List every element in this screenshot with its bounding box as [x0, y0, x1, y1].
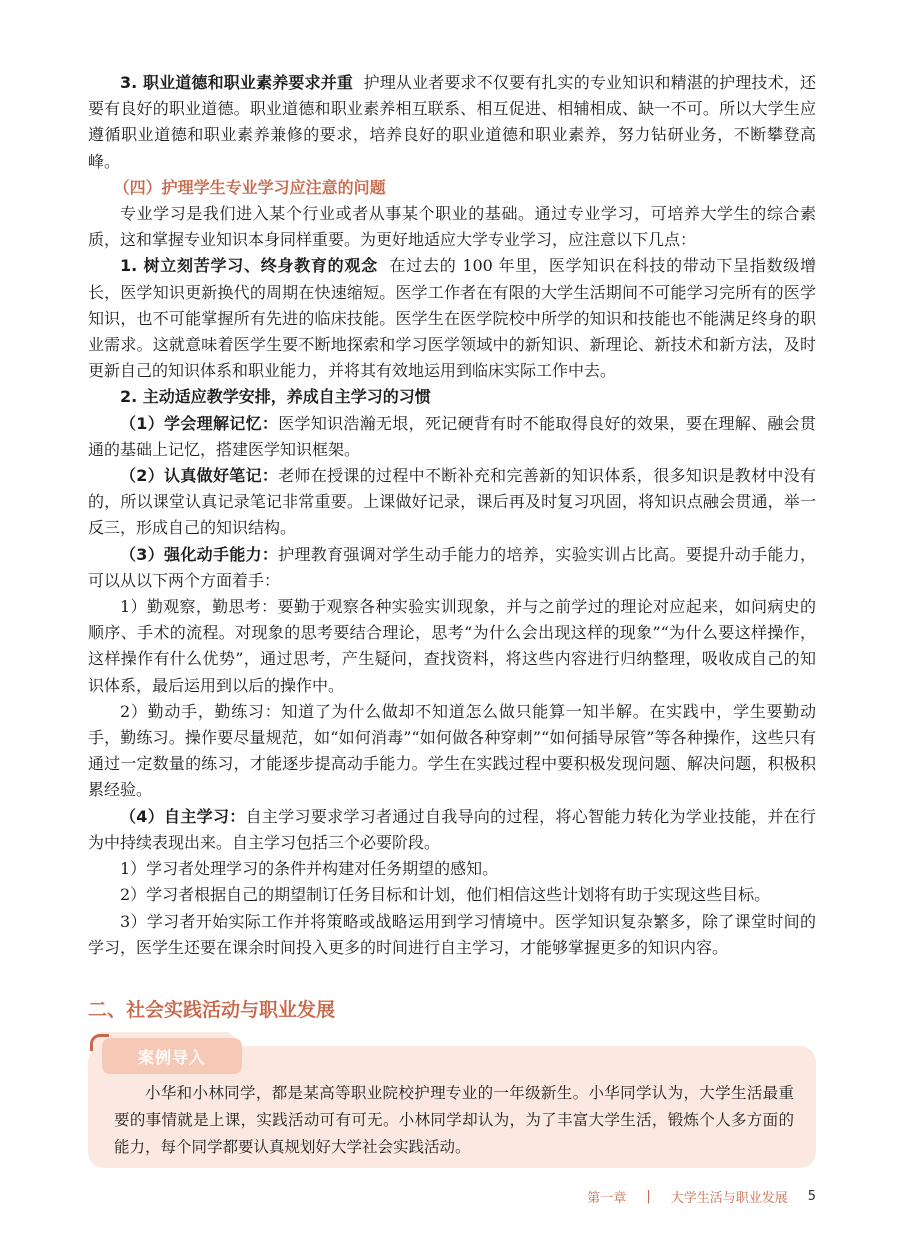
footer-separator: | [646, 1189, 651, 1204]
sub1-title: （1）学会理解记忆： [120, 413, 279, 433]
paragraph-sub3-2: 2）勤动手，勤练习：知道了为什么做却不知道怎么做只能算一知半解。在实践中，学生要勤动手，勤练习。操作要尽量规范，如“如何消毒”“如何做各种穿刺”“如何插导尿管”等各种操作，这些只有通过一定数量的练习，才能逐步提高动手能力。学生在实践过程中要积极发现问题、解决问题，积极积累经验。 [88, 701, 816, 800]
stage-2: 2）学习者根据自己的期望制订任务目标和计划，他们相信这些计划将有助于实现这些目标。 [120, 885, 771, 905]
case-text: 小华和小林同学，都是某高等职业院校护理专业的一年级新生。小华同学认为，大学生活最重要的事情就是上课，实践活动可有可无。小林同学却认为，为了丰富大学生活，锻炼个人多方面的能力，每个同学都要认真规划好大学社会实践活动。 [114, 1084, 794, 1156]
sub4-text: 自主学习要求学习者通过自我导向的过程，将心智能力转化为学业技能，并在行为中持续表现出来。自主学习包括三个必要阶段。 [88, 806, 816, 852]
case-label: 案例导入 [137, 1047, 206, 1067]
sub2-text: 老师在授课的过程中不断补充和完善新的知识体系，很多知识是教材中没有的，所以课堂认真记录笔记非常重要。上课做好记录，课后再及时复习巩固，将知识点融会贯通，举一反三，形成自己的知识结构。 [88, 466, 816, 538]
point2-title: 2. 主动适应教学安排，养成自主学习的习惯 [120, 387, 431, 407]
body-text [88, 70, 816, 961]
point1-text: 在过去的 100 年里，医学知识在科技的带动下呈指数级增长，医学知识更新换代的周期在快速缩短。医学工作者在有限的大学生活期间不可能学习完所有的医学知识，也不可能掌握所有先进的临床技能。医学生在医学院校中所学的知识和技能也不能满足终身的职业需求。这就意味着医学生要不断地探索和学习医学领域中的新知识、新理论、新技术和新方法，及时更新自己的知识体系和职业能力，并将其有效地运用到临床实际工作中去。 [88, 256, 816, 381]
footer-chapter: 第一章 [587, 1191, 627, 1206]
sub3-title: （3）强化动手能力： [120, 544, 279, 564]
page-footer [587, 1187, 816, 1206]
case-tab [102, 1038, 242, 1074]
paragraph-sub3-1: 1）勤观察，勤思考：要勤于观察各种实验实训现象，并与之前学过的理论对应起来，如问病史的顺序、手术的流程。对现象的思考要结合理论，思考“为什么会出现这样的现象”“为什么要这样操作，这样操作有什么优势”，通过思考，产生疑问，查找资料，将这些内容进行归纳整理，吸收成自己的知识体系，最后运用到以后的操作中。 [88, 597, 816, 695]
intro-paragraph: 专业学习是我们进入某个行业或者从事某个职业的基础。通过专业学习，可培养大学生的综合素质，这和掌握专业知识本身同样重要。为更好地适应大学专业学习，应注意以下几点： [88, 204, 816, 250]
paragraph-ethics [88, 70, 816, 175]
paragraph-point1 [88, 253, 816, 384]
sub4-title: （4）自主学习： [120, 806, 246, 826]
footer-title: 大学生活与职业发展 [670, 1191, 788, 1206]
sub3-text: 护理教育强调对学生动手能力的培养，实验实训占比高。要提升动手能力，可以从以下两个方面着手： [88, 544, 816, 590]
section2-heading: 二、社会实践活动与职业发展 [88, 999, 336, 1021]
point3-text: 护理从业者要求不仅要有扎实的专业知识和精湛的护理技术，还要有良好的职业道德。职业道德和职业素养相互联系、相互促进、相辅相成、缺一不可。所以大学生应遵循职业道德和职业素养兼修的要求，培养良好的职业道德和职业素养，努力钻研业务，不断攀登高峰。 [88, 73, 816, 171]
page-number: 5 [807, 1189, 816, 1204]
stage-3: 3）学习者开始实际工作并将策略或战略运用到学习情境中。医学知识复杂繁多，除了课堂时间的学习，医学生还要在课余时间投入更多的时间进行自主学习，才能够掌握更多的知识内容。 [88, 911, 816, 957]
sub2-title: （2）认真做好笔记： [120, 466, 279, 486]
stage-1: 1）学习者处理学习的条件并构建对任务期望的感知。 [120, 859, 499, 879]
point3-title: 3. 职业道德和职业素养要求并重 [120, 73, 354, 92]
case-intro-box [88, 1046, 816, 1168]
paragraph-sub2 [88, 463, 816, 542]
sub1-text: 医学知识浩瀚无垠，死记硬背有时不能取得良好的效果，要在理解、融会贯通的基础上记忆，搭建医学知识框架。 [88, 413, 816, 459]
section4-heading: （四）护理学生专业学习应注意的问题 [113, 177, 386, 197]
paragraph-sub3 [88, 542, 816, 594]
point1-title: 1. 树立刻苦学习、终身教育的观念 [120, 256, 378, 276]
paragraph-sub1 [88, 411, 816, 463]
paragraph-sub4 [88, 804, 816, 856]
